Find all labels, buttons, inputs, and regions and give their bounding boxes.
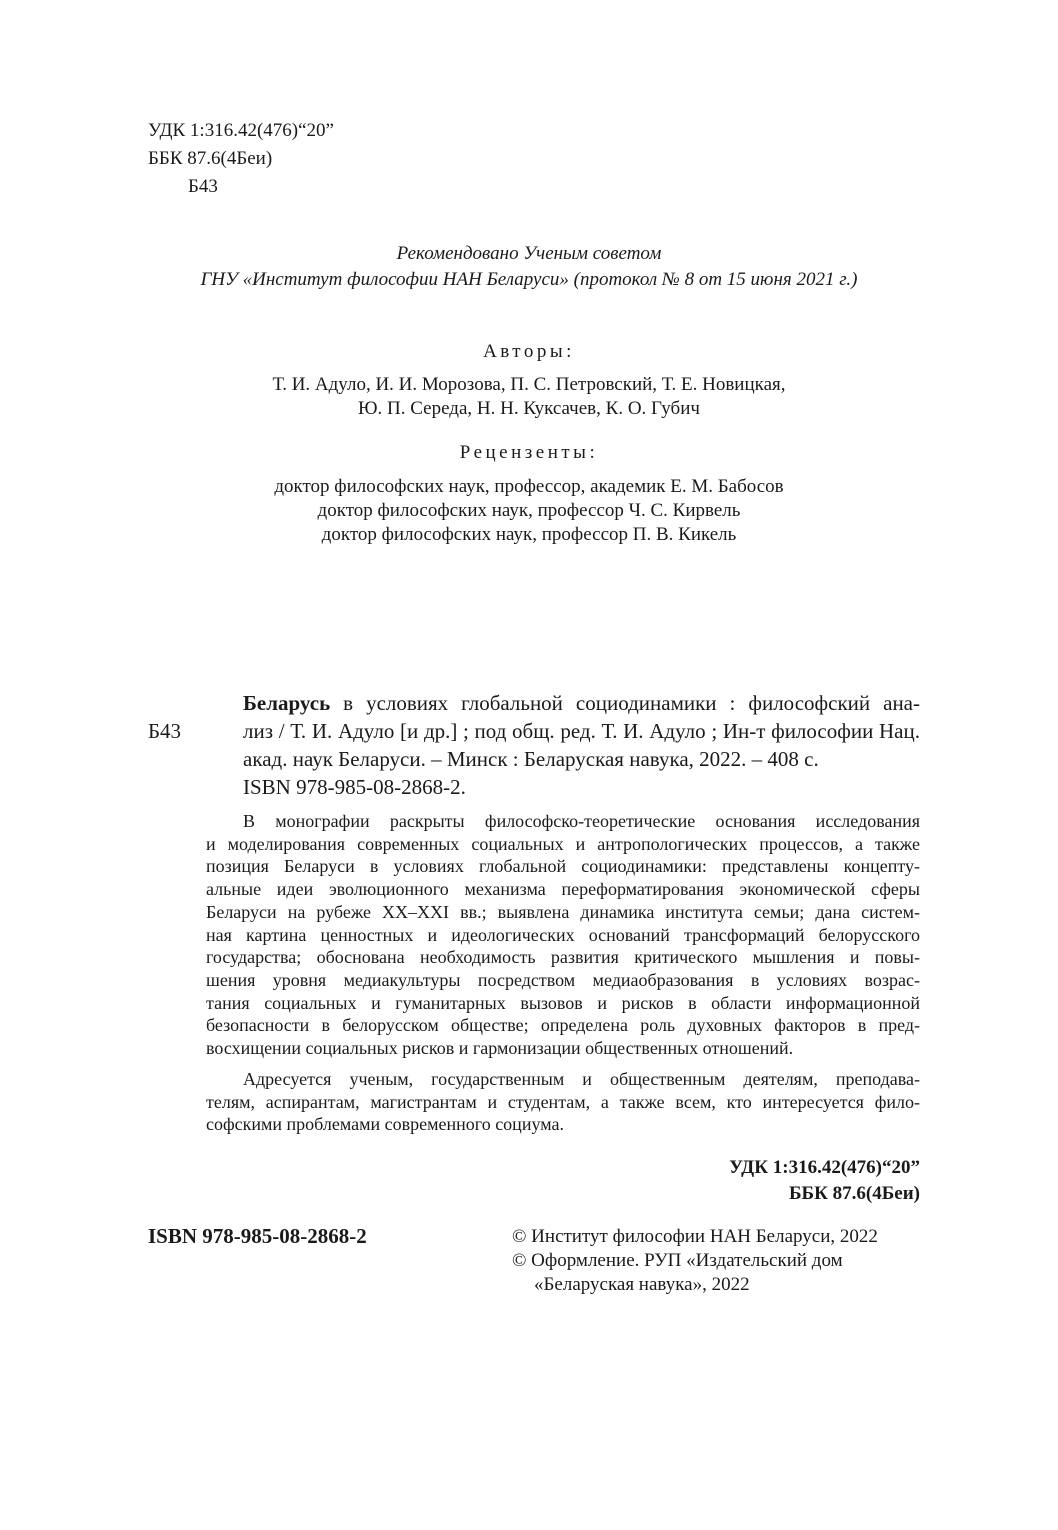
audience-line: Адресуется ученым, государственным и общественным деятелям, преподава- [243,1069,920,1089]
recommendation-line-1: Рекомендовано Ученым советом [396,243,662,264]
bbk-code-bottom: ББК 87.6(4Беи) [789,1183,920,1204]
audience-paragraph [206,1068,920,1136]
audience-line: софскими проблемами современного социума. [206,1114,564,1135]
bibliographic-line-3: акад. наук Беларуси. – Минск : Беларуская навука, 2022. – 408 с. [243,747,819,771]
reviewers-heading: Рецензенты: [459,442,599,463]
author-mark-top: Б43 [188,176,218,197]
copyright-design-line-2: «Беларуская навука», 2022 [534,1274,750,1295]
abstract-line: безопасности в белорусском обществе; определена роль духовных факторов в пред- [206,1015,920,1036]
reviewer-1: доктор философских наук, профессор, академик Е. М. Бабосов [274,476,784,497]
reviewer-3: доктор философских наук, профессор П. В. Кикель [321,524,737,545]
copyright-design-line-1: © Оформление. РУП «Издательский дом [512,1250,843,1271]
abstract-line: В монографии раскрыты философско-теоретические основания исследования [243,811,920,831]
udk-code-top: УДК 1:316.42(476)“20” [148,120,334,141]
abstract [206,810,920,1060]
bbk-code-top: ББК 87.6(4Беи) [148,148,273,169]
authors-heading: Авторы: [483,341,575,362]
copyright-institute: © Институт философии НАН Беларуси, 2022 [512,1226,878,1247]
bibliographic-isbn: ISBN 978-985-08-2868-2. [243,775,466,799]
authors-line-2: Ю. П. Середа, Н. Н. Куксачев, К. О. Губич [358,398,700,419]
audience-line: телям, аспирантам, магистрантам и студентам, а также всем, кто интересуется фило- [206,1091,920,1112]
bibliographic-line-2: лиз / Т. И. Адуло [и др.] ; под общ. ред. Т. И. Адуло ; Ин-т философии Нац. [243,719,920,743]
authors-line-1: Т. И. Адуло, И. И. Морозова, П. С. Петровский, Т. Е. Новицкая, [272,374,786,395]
reviewer-2: доктор философских наук, профессор Ч. С. Кирвель [317,500,741,521]
author-mark-margin: Б43 [148,719,182,743]
bibliographic-line-1-rest: в условиях глобальной социодинамики : философский ана- [330,691,920,715]
abstract-line: позиция Беларуси в условиях глобальной социодинамики: представлены концепту- [206,856,920,877]
abstract-line: государства; обоснована необходимость развития критического мышления и повы- [206,947,920,968]
abstract-line: тания социальных и гуманитарных вызовов и рисков в области информационной [206,992,920,1013]
abstract-line: Беларуси на рубеже XX–XXI вв.; выявлена динамика института семьи; дана систем- [206,901,920,922]
bibliographic-line-1 [243,689,920,717]
udk-code-bottom: УДК 1:316.42(476)“20” [729,1157,920,1178]
bibliographic-record [243,689,920,801]
abstract-line: восхищении социальных рисков и гармонизации общественных отношений. [206,1038,794,1059]
isbn: ISBN 978-985-08-2868-2 [148,1224,367,1248]
book-title: Беларусь [243,691,331,715]
abstract-line: альные идеи эволюционного механизма переформатирования экономической сферы [206,879,920,900]
abstract-line: ная картина ценностных и идеологических оснований трансформаций белорусского [206,924,920,945]
recommendation-line-2: ГНУ «Институт философии НАН Беларуси» (протокол № 8 от 15 июня 2021 г.) [200,269,858,290]
abstract-line: и моделирования современных социальных и антропологических процессов, а также [206,833,920,854]
abstract-line: шения уровня медиакультуры посредством медиаобразования в условиях возрас- [206,969,920,990]
